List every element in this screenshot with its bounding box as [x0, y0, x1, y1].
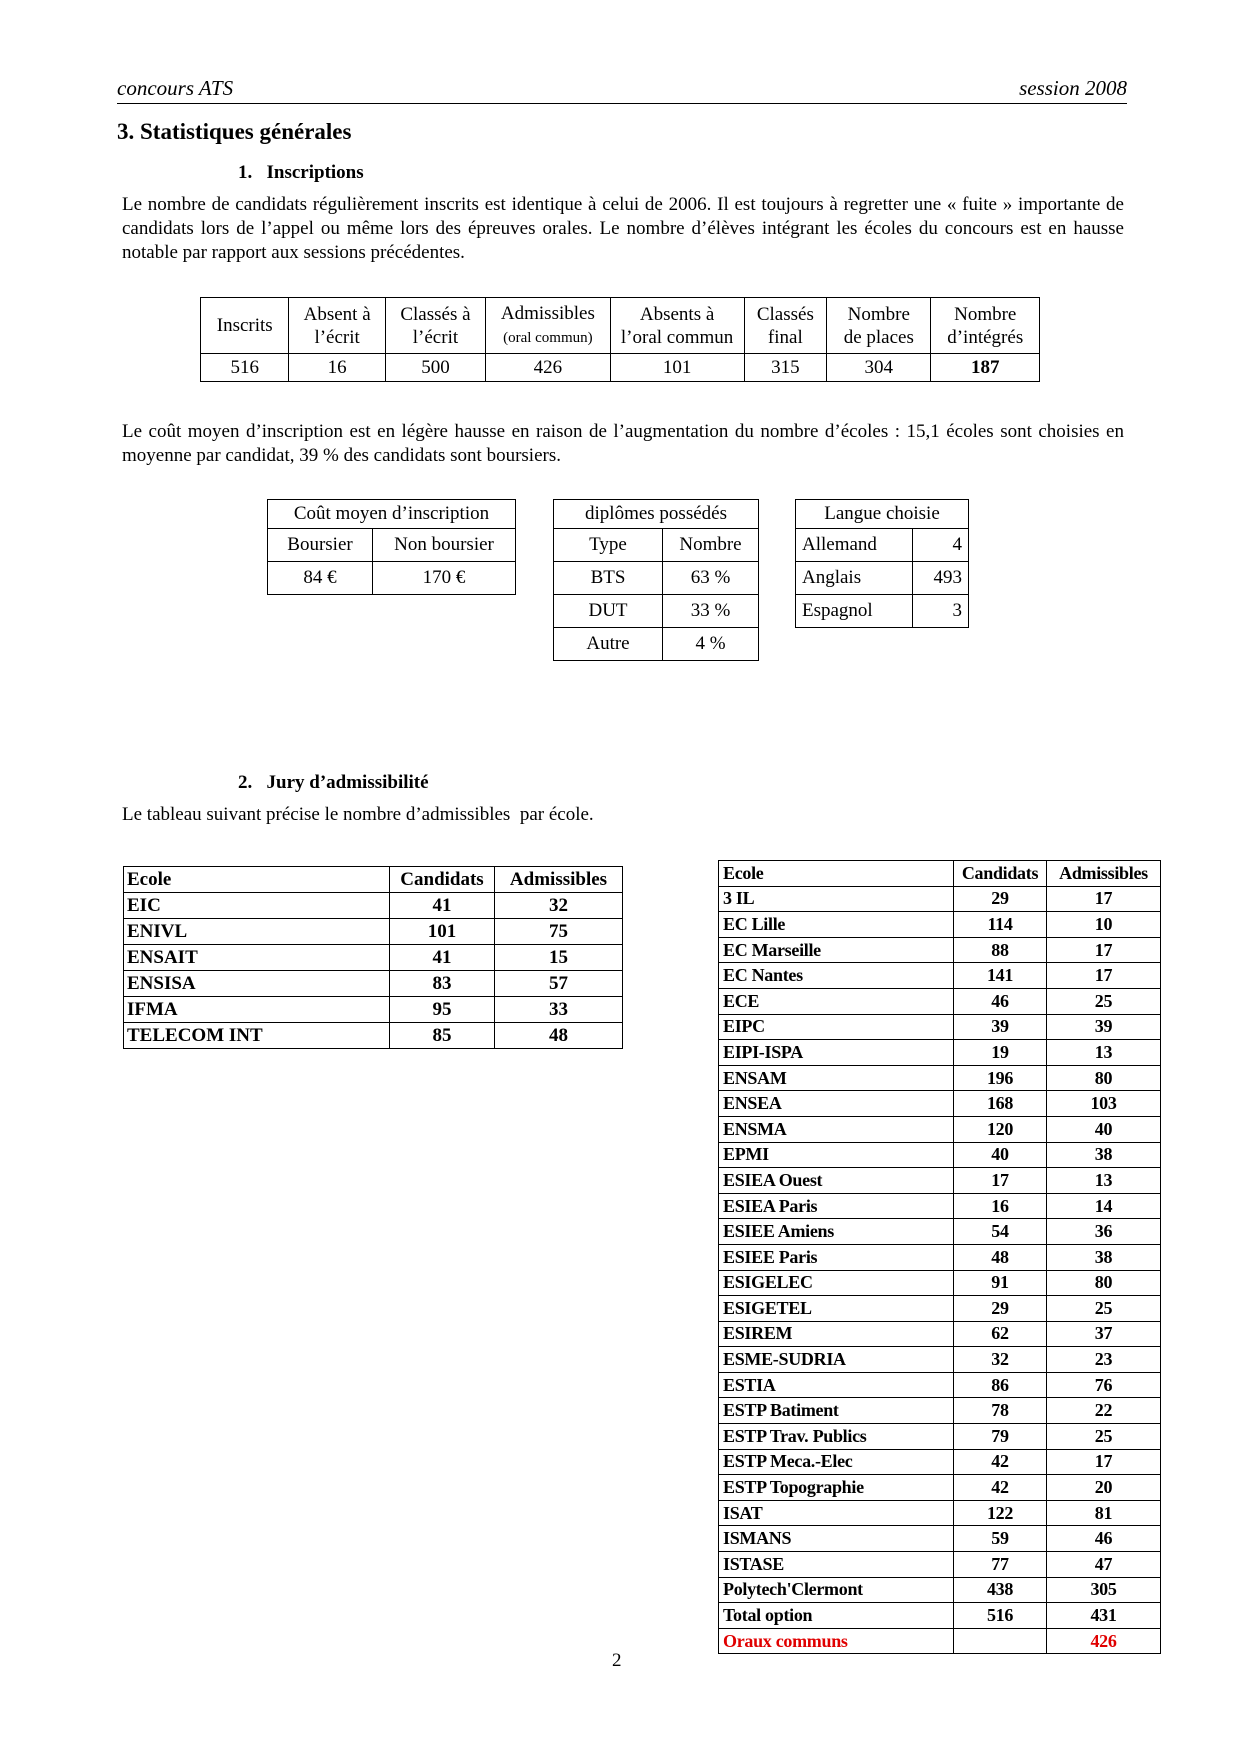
ecole-admissibles: 33 — [495, 997, 623, 1023]
ecole-name: ESIGELEC — [719, 1270, 954, 1296]
table-row — [124, 1023, 623, 1049]
cout-v-non-boursier: 170 € — [373, 562, 516, 595]
h-places: Nombre de places — [827, 298, 931, 354]
ecole-admissibles: 47 — [1047, 1552, 1161, 1578]
ecole-candidats: 59 — [954, 1526, 1047, 1552]
v-classes-final: 315 — [744, 354, 827, 382]
ecole-candidats: 48 — [954, 1244, 1047, 1270]
table-row — [719, 1193, 1161, 1219]
ecole-admissibles: 25 — [1047, 1296, 1161, 1322]
table-row — [719, 1142, 1161, 1168]
left-h-ecole: Ecole — [124, 867, 390, 893]
ecole-admissibles: 103 — [1047, 1091, 1161, 1117]
ecole-name: EC Lille — [719, 912, 954, 938]
ecole-admissibles: 37 — [1047, 1321, 1161, 1347]
ecoles-left-table — [123, 866, 623, 1049]
diplome-pct: 4 % — [663, 628, 759, 661]
table-row — [719, 1219, 1161, 1245]
cout-title: Coût moyen d’inscription — [268, 500, 516, 529]
diplome-pct: 33 % — [663, 595, 759, 628]
inscriptions-table — [200, 297, 1040, 382]
table-row — [719, 1347, 1161, 1373]
ecole-candidats: 120 — [954, 1116, 1047, 1142]
ecole-admissibles: 13 — [1047, 1040, 1161, 1066]
ecole-name: Polytech'Clermont — [719, 1577, 954, 1603]
ecole-admissibles: 17 — [1047, 963, 1161, 989]
ecole-candidats: 141 — [954, 963, 1047, 989]
v-admissibles: 426 — [486, 354, 611, 382]
cout-h-non-boursier: Non boursier — [373, 529, 516, 562]
ecole-name: ECE — [719, 988, 954, 1014]
langue-name: Espagnol — [796, 595, 913, 628]
ecole-name: ESIREM — [719, 1321, 954, 1347]
ecole-name: ENSAM — [719, 1065, 954, 1091]
cout-h-boursier: Boursier — [268, 529, 373, 562]
ecole-candidats: 42 — [954, 1475, 1047, 1501]
ecole-admissibles: 46 — [1047, 1526, 1161, 1552]
ecole-name: ENIVL — [124, 919, 390, 945]
inscriptions-heading: 1. Inscriptions — [238, 162, 364, 183]
table-row — [124, 971, 623, 997]
ecole-admissibles: 10 — [1047, 912, 1161, 938]
langue-name: Allemand — [796, 529, 913, 562]
ecole-name: ENSMA — [719, 1116, 954, 1142]
diplome-type: Autre — [554, 628, 663, 661]
ecole-candidats: 91 — [954, 1270, 1047, 1296]
ecole-candidats: 86 — [954, 1372, 1047, 1398]
ecole-admissibles: 38 — [1047, 1244, 1161, 1270]
left-h-candidats: Candidats — [390, 867, 495, 893]
ecole-admissibles: 17 — [1047, 937, 1161, 963]
cout-v-boursier: 84 € — [268, 562, 373, 595]
ecole-candidats: 438 — [954, 1577, 1047, 1603]
ecole-name: ESIEA Paris — [719, 1193, 954, 1219]
ecole-candidats: 83 — [390, 971, 495, 997]
langue-count: 493 — [913, 562, 969, 595]
ecole-candidats: 17 — [954, 1168, 1047, 1194]
ecole-name: EIC — [124, 893, 390, 919]
ecole-admissibles: 13 — [1047, 1168, 1161, 1194]
jury-paragraph: Le tableau suivant précise le nombre d’admissibles par école. — [122, 804, 594, 825]
ecole-candidats: 62 — [954, 1321, 1047, 1347]
right-h-admissibles: Admissibles — [1047, 861, 1161, 887]
table-row — [719, 988, 1161, 1014]
diplome-type: DUT — [554, 595, 663, 628]
diplome-row — [554, 595, 759, 628]
table-row — [719, 1244, 1161, 1270]
oraux-admissibles: 426 — [1047, 1628, 1161, 1654]
ecole-admissibles: 32 — [495, 893, 623, 919]
ecole-admissibles: 48 — [495, 1023, 623, 1049]
table-row — [719, 1040, 1161, 1066]
oraux-row — [719, 1628, 1161, 1654]
v-inscrits: 516 — [201, 354, 289, 382]
inscriptions-values-row — [201, 354, 1040, 382]
ecole-admissibles: 36 — [1047, 1219, 1161, 1245]
cost-paragraph: Le coût moyen d’inscription est en légère hausse en raison de l’augmentation du nombre d’écoles : 15,1 écoles sont choisies en moyenne par candidat, 39 % des candidats sont boursiers. — [122, 421, 1124, 466]
h-classes-final: Classés final — [744, 298, 827, 354]
ecole-name: EC Marseille — [719, 937, 954, 963]
table-row — [719, 937, 1161, 963]
ecole-admissibles: 76 — [1047, 1372, 1161, 1398]
ecole-name: ISMANS — [719, 1526, 954, 1552]
ecole-candidats: 114 — [954, 912, 1047, 938]
ecole-name: ESTP Batiment — [719, 1398, 954, 1424]
ecole-name: Total option — [719, 1603, 954, 1629]
table-row — [719, 1296, 1161, 1322]
ecole-name: ISAT — [719, 1500, 954, 1526]
table-row — [719, 1449, 1161, 1475]
ecole-name: 3 IL — [719, 886, 954, 912]
ecole-candidats: 19 — [954, 1040, 1047, 1066]
langue-name: Anglais — [796, 562, 913, 595]
table-row — [124, 945, 623, 971]
langue-title: Langue choisie — [796, 500, 969, 529]
ecole-admissibles: 431 — [1047, 1603, 1161, 1629]
ecole-candidats: 79 — [954, 1424, 1047, 1450]
left-h-admissibles: Admissibles — [495, 867, 623, 893]
ecole-candidats: 196 — [954, 1065, 1047, 1091]
table-row — [719, 1500, 1161, 1526]
right-h-ecole: Ecole — [719, 861, 954, 887]
ecole-name: ENSISA — [124, 971, 390, 997]
h-classes-ecrit: Classés à l’écrit — [385, 298, 485, 354]
jury-heading: 2. Jury d’admissibilité — [238, 772, 429, 793]
table-row — [719, 1552, 1161, 1578]
ecole-candidats: 101 — [390, 919, 495, 945]
table-row — [719, 1270, 1161, 1296]
ecole-candidats: 516 — [954, 1603, 1047, 1629]
ecole-candidats: 32 — [954, 1347, 1047, 1373]
diplomes-h-nombre: Nombre — [663, 529, 759, 562]
diplome-pct: 63 % — [663, 562, 759, 595]
ecole-name: ESTP Meca.-Elec — [719, 1449, 954, 1475]
ecole-name: IFMA — [124, 997, 390, 1023]
ecole-candidats: 95 — [390, 997, 495, 1023]
table-row — [719, 1014, 1161, 1040]
h-integres: Nombre d’intégrés — [931, 298, 1040, 354]
header-right: session 2008 — [1019, 76, 1127, 100]
ecole-admissibles: 75 — [495, 919, 623, 945]
v-absents-oral: 101 — [610, 354, 744, 382]
header-left: concours ATS — [117, 76, 234, 100]
v-places: 304 — [827, 354, 931, 382]
ecole-admissibles: 80 — [1047, 1065, 1161, 1091]
ecole-admissibles: 38 — [1047, 1142, 1161, 1168]
ecole-name: ESIEE Paris — [719, 1244, 954, 1270]
ecole-candidats: 122 — [954, 1500, 1047, 1526]
page-number: 2 — [612, 1650, 622, 1671]
ecole-name: TELECOM INT — [124, 1023, 390, 1049]
ecole-candidats: 29 — [954, 886, 1047, 912]
v-absent: 16 — [289, 354, 385, 382]
table-row — [719, 1475, 1161, 1501]
ecole-name: ESIGETEL — [719, 1296, 954, 1322]
table-row — [719, 886, 1161, 912]
ecole-name: ESTP Topographie — [719, 1475, 954, 1501]
ecole-admissibles: 22 — [1047, 1398, 1161, 1424]
ecole-name: ESIEA Ouest — [719, 1168, 954, 1194]
ecole-name: EIPI-ISPA — [719, 1040, 954, 1066]
ecole-admissibles: 17 — [1047, 886, 1161, 912]
table-row — [719, 1065, 1161, 1091]
table-row — [719, 1424, 1161, 1450]
ecole-name: ESME-SUDRIA — [719, 1347, 954, 1373]
ecole-admissibles: 20 — [1047, 1475, 1161, 1501]
inscriptions-paragraph: Le nombre de candidats régulièrement inscrits est identique à celui de 2006. Il est toujours à regretter une « fuite » importante de candidats lors de l’appel ou même lors des épreuves orales. Le nombre d’élèves intégrant les écoles du concours est en hausse notable par rapport aux sessions précédentes. — [122, 194, 1124, 263]
ecole-name: ESTIA — [719, 1372, 954, 1398]
table-row — [124, 997, 623, 1023]
ecole-name: EPMI — [719, 1142, 954, 1168]
table-row — [719, 1603, 1161, 1629]
ecole-candidats: 42 — [954, 1449, 1047, 1475]
ecole-name: ISTASE — [719, 1552, 954, 1578]
langue-table — [795, 499, 969, 628]
table-row — [719, 1321, 1161, 1347]
table-row — [719, 1091, 1161, 1117]
ecole-candidats: 29 — [954, 1296, 1047, 1322]
langue-row — [796, 529, 969, 562]
ecole-candidats: 41 — [390, 945, 495, 971]
ecole-candidats: 77 — [954, 1552, 1047, 1578]
ecole-admissibles: 15 — [495, 945, 623, 971]
ecole-admissibles: 17 — [1047, 1449, 1161, 1475]
ecole-admissibles: 25 — [1047, 988, 1161, 1014]
right-rows — [719, 886, 1161, 1628]
ecole-name: ESTP Trav. Publics — [719, 1424, 954, 1450]
table-row — [719, 1372, 1161, 1398]
langue-count: 3 — [913, 595, 969, 628]
table-row — [719, 1398, 1161, 1424]
ecole-candidats: 16 — [954, 1193, 1047, 1219]
v-classes-ecrit: 500 — [385, 354, 485, 382]
table-row — [719, 1526, 1161, 1552]
section-title: 3. Statistiques générales — [117, 119, 352, 144]
ecole-admissibles: 39 — [1047, 1014, 1161, 1040]
ecole-name: ENSAIT — [124, 945, 390, 971]
ecole-name: EIPC — [719, 1014, 954, 1040]
ecole-admissibles: 40 — [1047, 1116, 1161, 1142]
table-row — [124, 919, 623, 945]
ecole-admissibles: 80 — [1047, 1270, 1161, 1296]
table-row — [124, 893, 623, 919]
ecole-candidats: 40 — [954, 1142, 1047, 1168]
cout-table — [267, 499, 516, 595]
header-rule — [117, 103, 1127, 104]
ecole-candidats: 168 — [954, 1091, 1047, 1117]
oraux-name: Oraux communs — [719, 1628, 954, 1654]
ecole-name: ESIEE Amiens — [719, 1219, 954, 1245]
diplome-type: BTS — [554, 562, 663, 595]
ecole-candidats: 78 — [954, 1398, 1047, 1424]
diplomes-title: diplômes possédés — [554, 500, 759, 529]
v-integres: 187 — [931, 354, 1040, 382]
table-row — [719, 963, 1161, 989]
ecole-candidats: 39 — [954, 1014, 1047, 1040]
oraux-candidats — [954, 1628, 1047, 1654]
diplome-row — [554, 628, 759, 661]
ecole-candidats: 41 — [390, 893, 495, 919]
langue-row — [796, 595, 969, 628]
table-row — [719, 912, 1161, 938]
langue-row — [796, 562, 969, 595]
ecole-candidats: 85 — [390, 1023, 495, 1049]
inscriptions-header-row — [201, 298, 1040, 354]
table-row — [719, 1577, 1161, 1603]
ecole-admissibles: 14 — [1047, 1193, 1161, 1219]
right-h-candidats: Candidats — [954, 861, 1047, 887]
ecole-admissibles: 305 — [1047, 1577, 1161, 1603]
ecole-admissibles: 57 — [495, 971, 623, 997]
h-inscrits: Inscrits — [201, 298, 289, 354]
ecole-admissibles: 81 — [1047, 1500, 1161, 1526]
table-row — [719, 1116, 1161, 1142]
ecoles-right-table — [718, 860, 1161, 1654]
ecole-admissibles: 25 — [1047, 1424, 1161, 1450]
h-absent: Absent à l’écrit — [289, 298, 385, 354]
diplomes-h-type: Type — [554, 529, 663, 562]
langue-count: 4 — [913, 529, 969, 562]
ecole-name: EC Nantes — [719, 963, 954, 989]
table-row — [719, 1168, 1161, 1194]
ecole-candidats: 46 — [954, 988, 1047, 1014]
ecole-name: ENSEA — [719, 1091, 954, 1117]
ecole-candidats: 88 — [954, 937, 1047, 963]
ecole-admissibles: 23 — [1047, 1347, 1161, 1373]
h-absents-oral: Absents à l’oral commun — [610, 298, 744, 354]
ecole-candidats: 54 — [954, 1219, 1047, 1245]
h-admissibles: Admissibles (oral commun) — [486, 298, 611, 354]
diplome-row — [554, 562, 759, 595]
diplomes-table — [553, 499, 759, 661]
